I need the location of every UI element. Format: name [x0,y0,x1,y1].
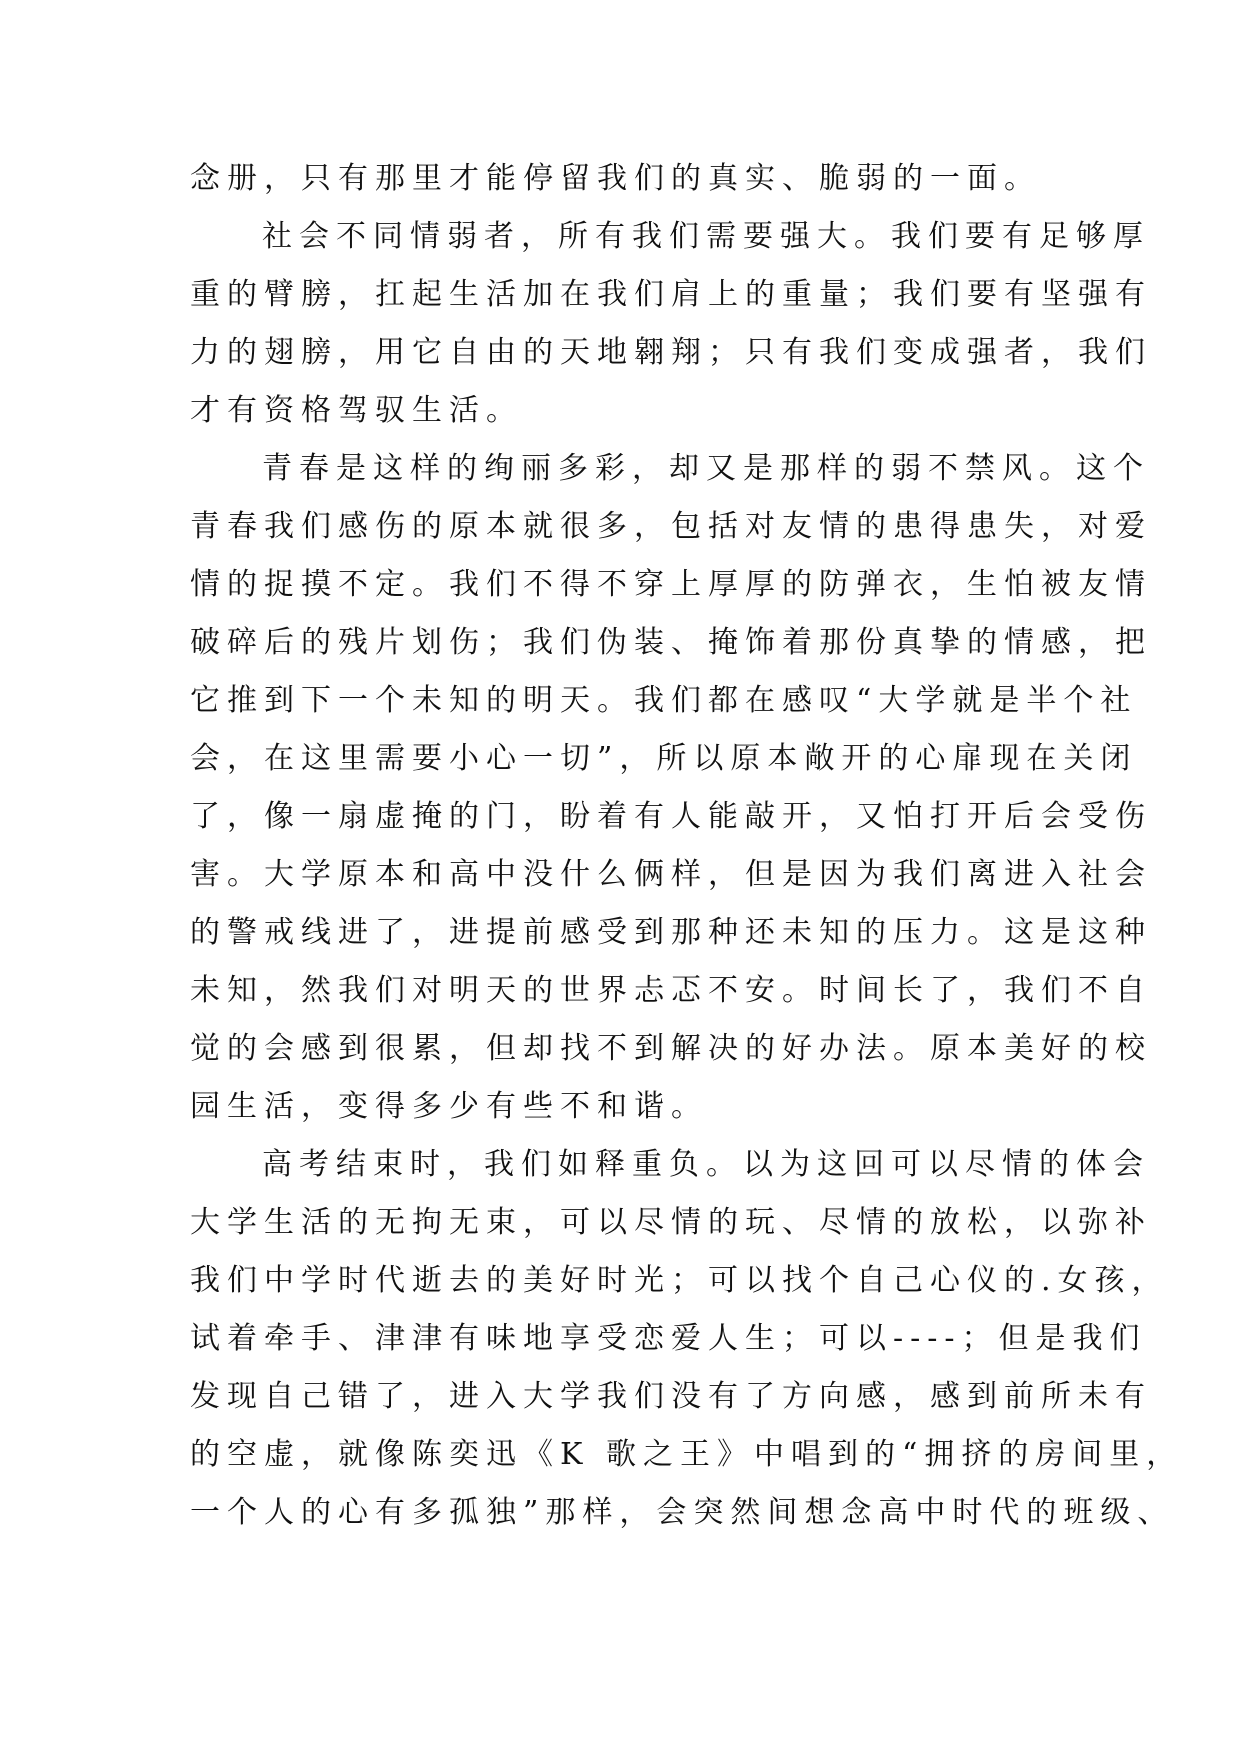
paragraph [190,440,1152,1136]
paragraph [190,208,1152,440]
text-line: 未知，然我们对明天的世界忐忑不安。时间长了，我们不自 [190,973,1152,1008]
document-body [190,150,1184,1542]
text-line: 觉的会感到很累，但却找不到解决的好办法。原本美好的校 [190,1031,1152,1066]
text-line: 力的翅膀，用它自由的天地翱翔；只有我们变成强者，我们 [190,335,1152,370]
text-line: 试着牵手、津津有味地享受恋爱人生；可以----；但是我们 [190,1321,1147,1356]
text-line: 才有资格驾驭生活。 [190,393,523,428]
paragraph [190,150,1070,208]
text-line: 破碎后的残片划伤；我们伪装、掩饰着那份真挚的情感，把 [190,625,1152,660]
text-line: 青春是这样的绚丽多彩，却又是那样的弱不禁风。这个 [262,451,1150,486]
text-line: 发现自己错了，进入大学我们没有了方向感，感到前所未有 [190,1379,1152,1414]
text-line: 情的捉摸不定。我们不得不穿上厚厚的防弹衣，生怕被友情 [190,567,1152,602]
text-line: 青春我们感伤的原本就很多，包括对友情的患得患失，对爱 [190,509,1152,544]
paragraph [190,1136,1184,1542]
text-line: 的警戒线进了，进提前感受到那种还未知的压力。这是这种 [190,915,1152,950]
text-line: 重的臂膀，扛起生活加在我们肩上的重量；我们要有坚强有 [190,277,1152,312]
text-line: 了，像一扇虚掩的门，盼着有人能敲开，又怕打开后会受伤 [190,799,1152,834]
text-line: 害。大学原本和高中没什么俩样，但是因为我们离进入社会 [190,857,1152,892]
text-line: 高考结束时，我们如释重负。以为这回可以尽情的体会 [262,1147,1150,1182]
text-line: 念册，只有那里才能停留我们的真实、脆弱的一面。 [190,161,1041,196]
text-line: 会，在这里需要小心一切”，所以原本敞开的心扉现在关闭 [190,741,1138,776]
text-line: 园生活，变得多少有些不和谐。 [190,1089,708,1124]
text-line: 社会不同情弱者，所有我们需要强大。我们要有足够厚 [262,219,1150,254]
text-line: 大学生活的无拘无束，可以尽情的玩、尽情的放松，以弥补 [190,1205,1152,1240]
text-line: 的空虚，就像陈奕迅《K 歌之王》中唱到的“拥挤的房间里， [190,1437,1184,1472]
text-line: 它推到下一个未知的明天。我们都在感叹“大学就是半个社 [190,683,1138,718]
text-line: 一个人的心有多孤独”那样，会突然间想念高中时代的班级、 [190,1495,1175,1530]
text-line: 我们中学时代逝去的美好时光；可以找个自己心仪的.女孩， [190,1263,1169,1298]
